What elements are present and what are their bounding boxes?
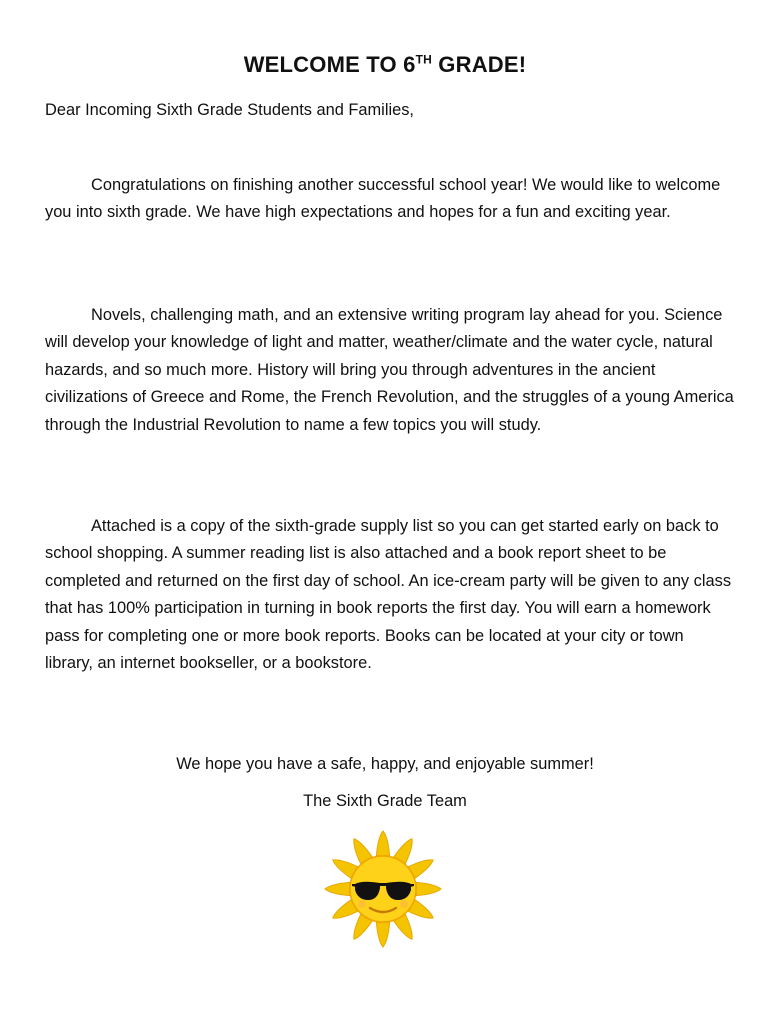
closing-line: We hope you have a safe, happy, and enjoyable summer! bbox=[176, 755, 594, 773]
title-suffix: GRADE! bbox=[432, 52, 527, 77]
paragraph-supply-list: Attached is a copy of the sixth-grade supply list so you can get started early on back to school shopping. A summer reading list is also attached and a book report sheet to be completed and returned on the first day of school. An ice-cream party will be given to any class that has 100% participation in turning in book reports the first day. You will earn a homework pass for completing one or more book reports. Books can be located at your city or town library, an internet bookseller, or a bookstore. bbox=[45, 517, 732, 673]
paragraph-curriculum: Novels, challenging math, and an extensive writing program lay ahead for you. Science will develop your knowledge of light and matter, weather/climate and the water cycle, natural hazards, and so much more. History will bring you through adventures in the ancient civilizations of Greece and Rome, the French Revolution, and the struggles of a young America through the Industrial Revolution to name a few topics you will study. bbox=[45, 306, 734, 434]
sun-cheek-left bbox=[358, 900, 366, 908]
sun-ray bbox=[416, 882, 441, 895]
sun-ray bbox=[376, 922, 389, 947]
sun-ray bbox=[376, 831, 389, 856]
salutation: Dear Incoming Sixth Grade Students and Families, bbox=[45, 101, 414, 119]
sun-cheek-right bbox=[400, 900, 408, 908]
page-title bbox=[0, 52, 770, 78]
paragraph-congratulations: Congratulations on finishing another successful school year! We would like to welcome you into sixth grade. We have high expectations and hopes for a fun and exciting year. bbox=[45, 176, 721, 222]
sun-ray bbox=[325, 882, 350, 895]
title-superscript: TH bbox=[415, 52, 432, 67]
sun-with-sunglasses-icon bbox=[322, 828, 444, 950]
title-prefix: WELCOME TO 6 bbox=[243, 52, 416, 77]
signature: The Sixth Grade Team bbox=[303, 792, 467, 810]
